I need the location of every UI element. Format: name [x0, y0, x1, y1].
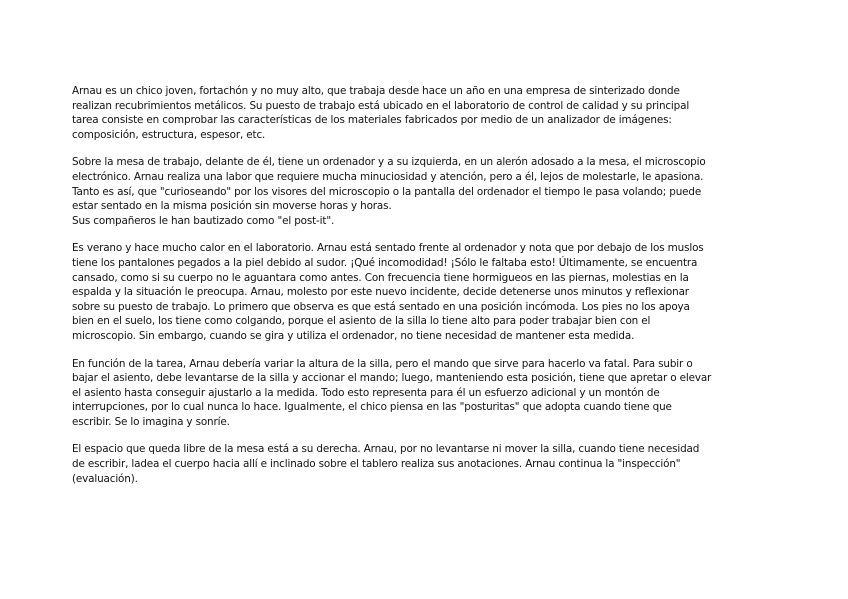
text-line: En función de la tarea, Arnau debería variar la altura de la silla, pero el mando que sirve para hacerlo va fatal. Para subir o — [72, 357, 693, 370]
text-line: tarea consiste en comprobar las características de los materiales fabricados por medio de un analizador de imágenes: — [72, 114, 672, 127]
text-line: Es verano y hace mucho calor en el laboratorio. Arnau está sentado frente al ordenador y nota que por debajo de los muslos — [72, 242, 704, 255]
text-line: realizan recubrimientos metálicos. Su puesto de trabajo está ubicado en el laboratorio de control de calidad y su principal — [72, 99, 690, 112]
paragraph — [72, 155, 782, 228]
text-line: tiene los pantalones pegados a la piel debido al sudor. ¡Qué incomodidad! ¡Sólo le faltaba esto! Últimamente, se encuentra — [72, 256, 698, 269]
paragraph — [72, 357, 782, 430]
text-line: (evaluación). — [72, 472, 138, 485]
text-line: de escribir, ladea el cuerpo hacia allí e inclinado sobre el tablero realiza sus anotaciones. Arnau continua la "inspección" — [72, 458, 681, 471]
text-line: el asiento hasta conseguir ajustarlo a la medida. Todo esto representa para él un esfuerzo adicional y un montón de — [72, 386, 660, 399]
text-line: Sus compañeros le han bautizado como "el post-it". — [72, 214, 335, 227]
document-body — [72, 84, 782, 499]
text-line: escribir. Se lo imagina y sonríe. — [72, 415, 230, 428]
text-line: El espacio que queda libre de la mesa está a su derecha. Arnau, por no levantarse ni mover la silla, cuando tiene necesidad — [72, 443, 700, 456]
text-line: Tanto es así, que "curioseando" por los visores del microscopio o la pantalla del ordenador el tiempo le pasa volando; puede — [72, 185, 702, 198]
paragraph — [72, 442, 782, 486]
text-line: bajar el asiento, debe levantarse de la silla y accionar el mando; luego, manteniendo esta posición, tiene que apretar o elevar — [72, 372, 712, 385]
text-line: estar sentado en la misma posición sin moverse horas y horas. — [72, 200, 392, 213]
text-line: Sobre la mesa de trabajo, delante de él, tiene un ordenador y a su izquierda, en un alerón adosado a la mesa, el microscopio — [72, 156, 706, 169]
text-line: cansado, como si su cuerpo no le aguantara como antes. Con frecuencia tiene hormigueos en las piernas, molestias en la — [72, 271, 689, 284]
text-line: composición, estructura, espesor, etc. — [72, 128, 266, 141]
text-line: sobre su puesto de trabajo. Lo primero que observa es que está sentado en una posición incómoda. Los pies no los apoya — [72, 300, 690, 313]
text-line: espalda y la situación le preocupa. Arnau, molesto por este nuevo incidente, decide detenerse unos minutos y reflexionar — [72, 286, 689, 299]
text-line: microscopio. Sin embargo, cuando se gira y utiliza el ordenador, no tiene necesidad de mantener esta medida. — [72, 329, 635, 342]
paragraph — [72, 84, 782, 142]
text-line: electrónico. Arnau realiza una labor que requiere mucha minuciosidad y atención, pero a él, lejos de molestarle, le apasiona. — [72, 170, 704, 183]
text-line: Arnau es un chico joven, fortachón y no muy alto, que trabaja desde hace un año en una empresa de sinterizado donde — [72, 85, 680, 97]
text-line: interrupciones, por lo cual nunca lo hace. Igualmente, el chico piensa en las "posturitas" que adopta cuando tiene que — [72, 401, 672, 414]
paragraph — [72, 241, 782, 343]
text-line: bien en el suelo, los tiene como colgando, porque el asiento de la silla lo tiene alto para poder trabajar bien con el — [72, 315, 651, 328]
